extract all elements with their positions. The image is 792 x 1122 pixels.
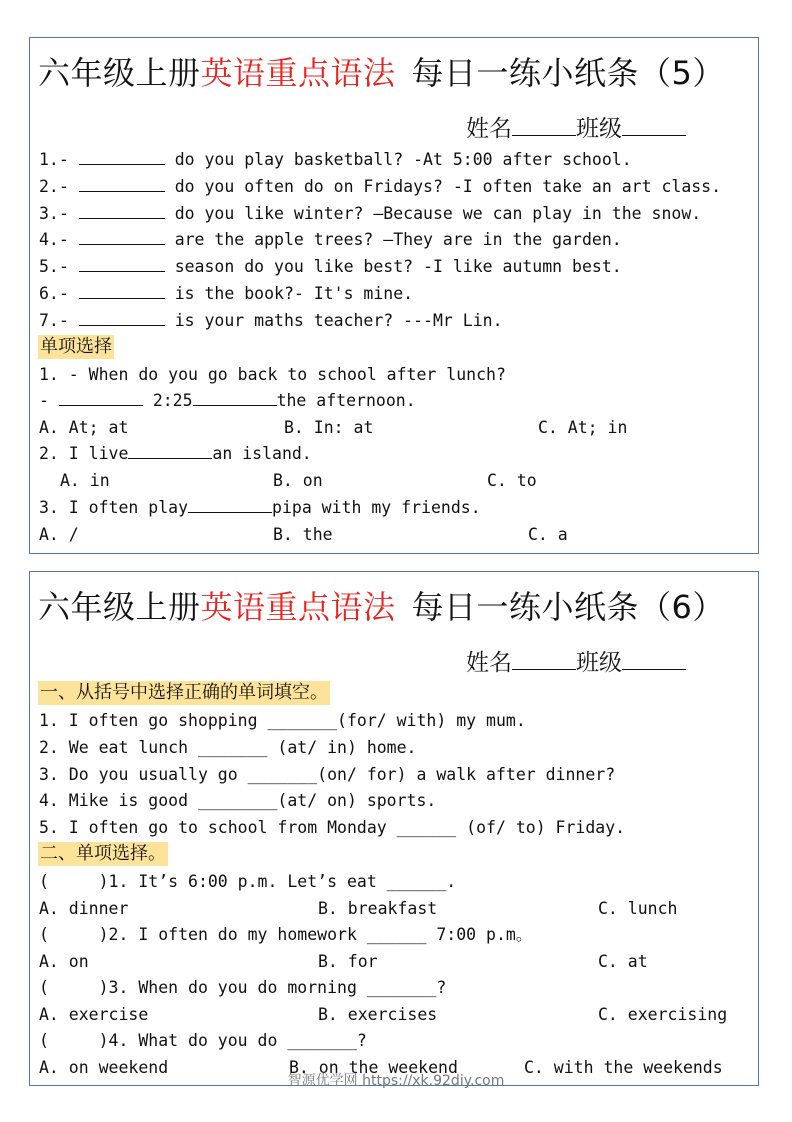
answer-blank[interactable] <box>59 391 143 406</box>
option-c[interactable]: C. to <box>487 471 537 490</box>
fill-item: 3. Do you usually go _______(on/ for) a walk after dinner? <box>39 765 616 784</box>
question-text: ( )1. It’s 6:00 p.m. Let’s eat ______. <box>39 872 457 891</box>
answer-blank[interactable] <box>79 284 165 299</box>
name-blank[interactable] <box>512 134 576 136</box>
fill-item: 1. I often go shopping _______(for/ with) my mum. <box>39 711 526 730</box>
question-text: 3. I often play pipa with my friends. <box>39 498 481 517</box>
option-c[interactable]: C. lunch <box>598 899 678 918</box>
name-label: 姓名 <box>466 116 512 142</box>
option-a[interactable]: A. in <box>60 471 110 490</box>
title-topic: 英语重点语法 <box>200 54 396 92</box>
fill-item: 3.- do you like winter? —Because we can play in the snow. <box>39 204 702 223</box>
card-title <box>38 582 725 628</box>
fill-item: 5.- season do you like best? -I like autumn best. <box>39 257 622 276</box>
option-a[interactable]: A. on weekend <box>39 1058 169 1077</box>
option-b[interactable]: B. In: at <box>284 418 374 437</box>
title-daily: 每日一练小纸条（6） <box>411 588 725 626</box>
option-a[interactable]: A. At; at <box>39 418 129 437</box>
title-daily: 每日一练小纸条（5） <box>411 54 725 92</box>
card-title <box>38 48 725 94</box>
name-blank[interactable] <box>512 668 576 670</box>
fill-item: 1.- do you play basketball? -At 5:00 after school. <box>39 150 632 169</box>
question-text: ( )2. I often do my homework ______ 7:00 p.m。 <box>39 925 533 944</box>
answer-blank[interactable] <box>79 150 165 165</box>
name-class-row <box>466 644 686 677</box>
option-a[interactable]: A. / <box>39 525 79 544</box>
answer-blank[interactable] <box>188 498 272 513</box>
option-b[interactable]: B. the <box>273 525 333 544</box>
option-b[interactable]: B. breakfast <box>318 899 438 918</box>
fill-item: 4. Mike is good ________(at/ on) sports. <box>39 791 437 810</box>
answer-blank[interactable] <box>79 204 165 219</box>
watermark-footer: 智源优学网 https://xk.92diy.com <box>287 1073 505 1089</box>
class-blank[interactable] <box>622 668 686 670</box>
worksheet-card-5 <box>29 37 759 554</box>
option-a[interactable]: A. dinner <box>39 899 129 918</box>
option-a[interactable]: A. exercise <box>39 1005 149 1024</box>
question-text: ( )4. What do you do _______? <box>39 1031 367 1050</box>
title-topic: 英语重点语法 <box>200 588 396 626</box>
name-label: 姓名 <box>466 650 512 676</box>
option-c[interactable]: C. At; in <box>538 418 628 437</box>
option-c[interactable]: C. exercising <box>598 1005 728 1024</box>
answer-blank[interactable] <box>193 391 277 406</box>
option-b[interactable]: B. on the weekend <box>289 1058 458 1077</box>
option-c[interactable]: C. a <box>528 525 568 544</box>
section-heading: 单项选择 <box>40 336 112 357</box>
fill-item: 7.- is your maths teacher? ---Mr Lin. <box>39 311 503 330</box>
option-b[interactable]: B. on <box>273 471 323 490</box>
title-grade: 六年级上册 <box>38 588 201 626</box>
class-label: 班级 <box>576 116 622 142</box>
question-text: 1. - When do you go back to school after lunch? <box>39 365 506 384</box>
answer-blank[interactable] <box>128 444 212 459</box>
fill-item: 5. I often go to school from Monday ______ (of/ to) Friday. <box>39 818 626 837</box>
class-blank[interactable] <box>622 134 686 136</box>
section-heading: 一、从括号中选择正确的单词填空。 <box>40 682 328 703</box>
answer-blank[interactable] <box>79 230 165 245</box>
section-heading: 二、单项选择。 <box>40 843 166 864</box>
fill-item: 6.- is the book?- It's mine. <box>39 284 414 303</box>
class-label: 班级 <box>576 650 622 676</box>
fill-item: 2. We eat lunch _______ (at/ in) home. <box>39 738 417 757</box>
option-c[interactable]: C. with the weekends <box>524 1058 723 1077</box>
question-text: - 2:25 the afternoon. <box>39 391 416 410</box>
question-text: 2. I live an island. <box>39 444 312 463</box>
answer-blank[interactable] <box>79 257 165 272</box>
answer-blank[interactable] <box>79 177 165 192</box>
fill-item: 4.- are the apple trees? —They are in the garden. <box>39 230 622 249</box>
option-b[interactable]: B. for <box>318 952 378 971</box>
worksheet-card-6 <box>29 571 759 1086</box>
answer-blank[interactable] <box>79 311 165 326</box>
question-text: ( )3. When do you do morning _______? <box>39 978 447 997</box>
title-grade: 六年级上册 <box>38 54 201 92</box>
fill-item: 2.- do you often do on Fridays? -I often take an art class. <box>39 177 722 196</box>
option-b[interactable]: B. exercises <box>318 1005 438 1024</box>
name-class-row <box>466 110 686 143</box>
option-a[interactable]: A. on <box>39 952 89 971</box>
option-c[interactable]: C. at <box>598 952 648 971</box>
